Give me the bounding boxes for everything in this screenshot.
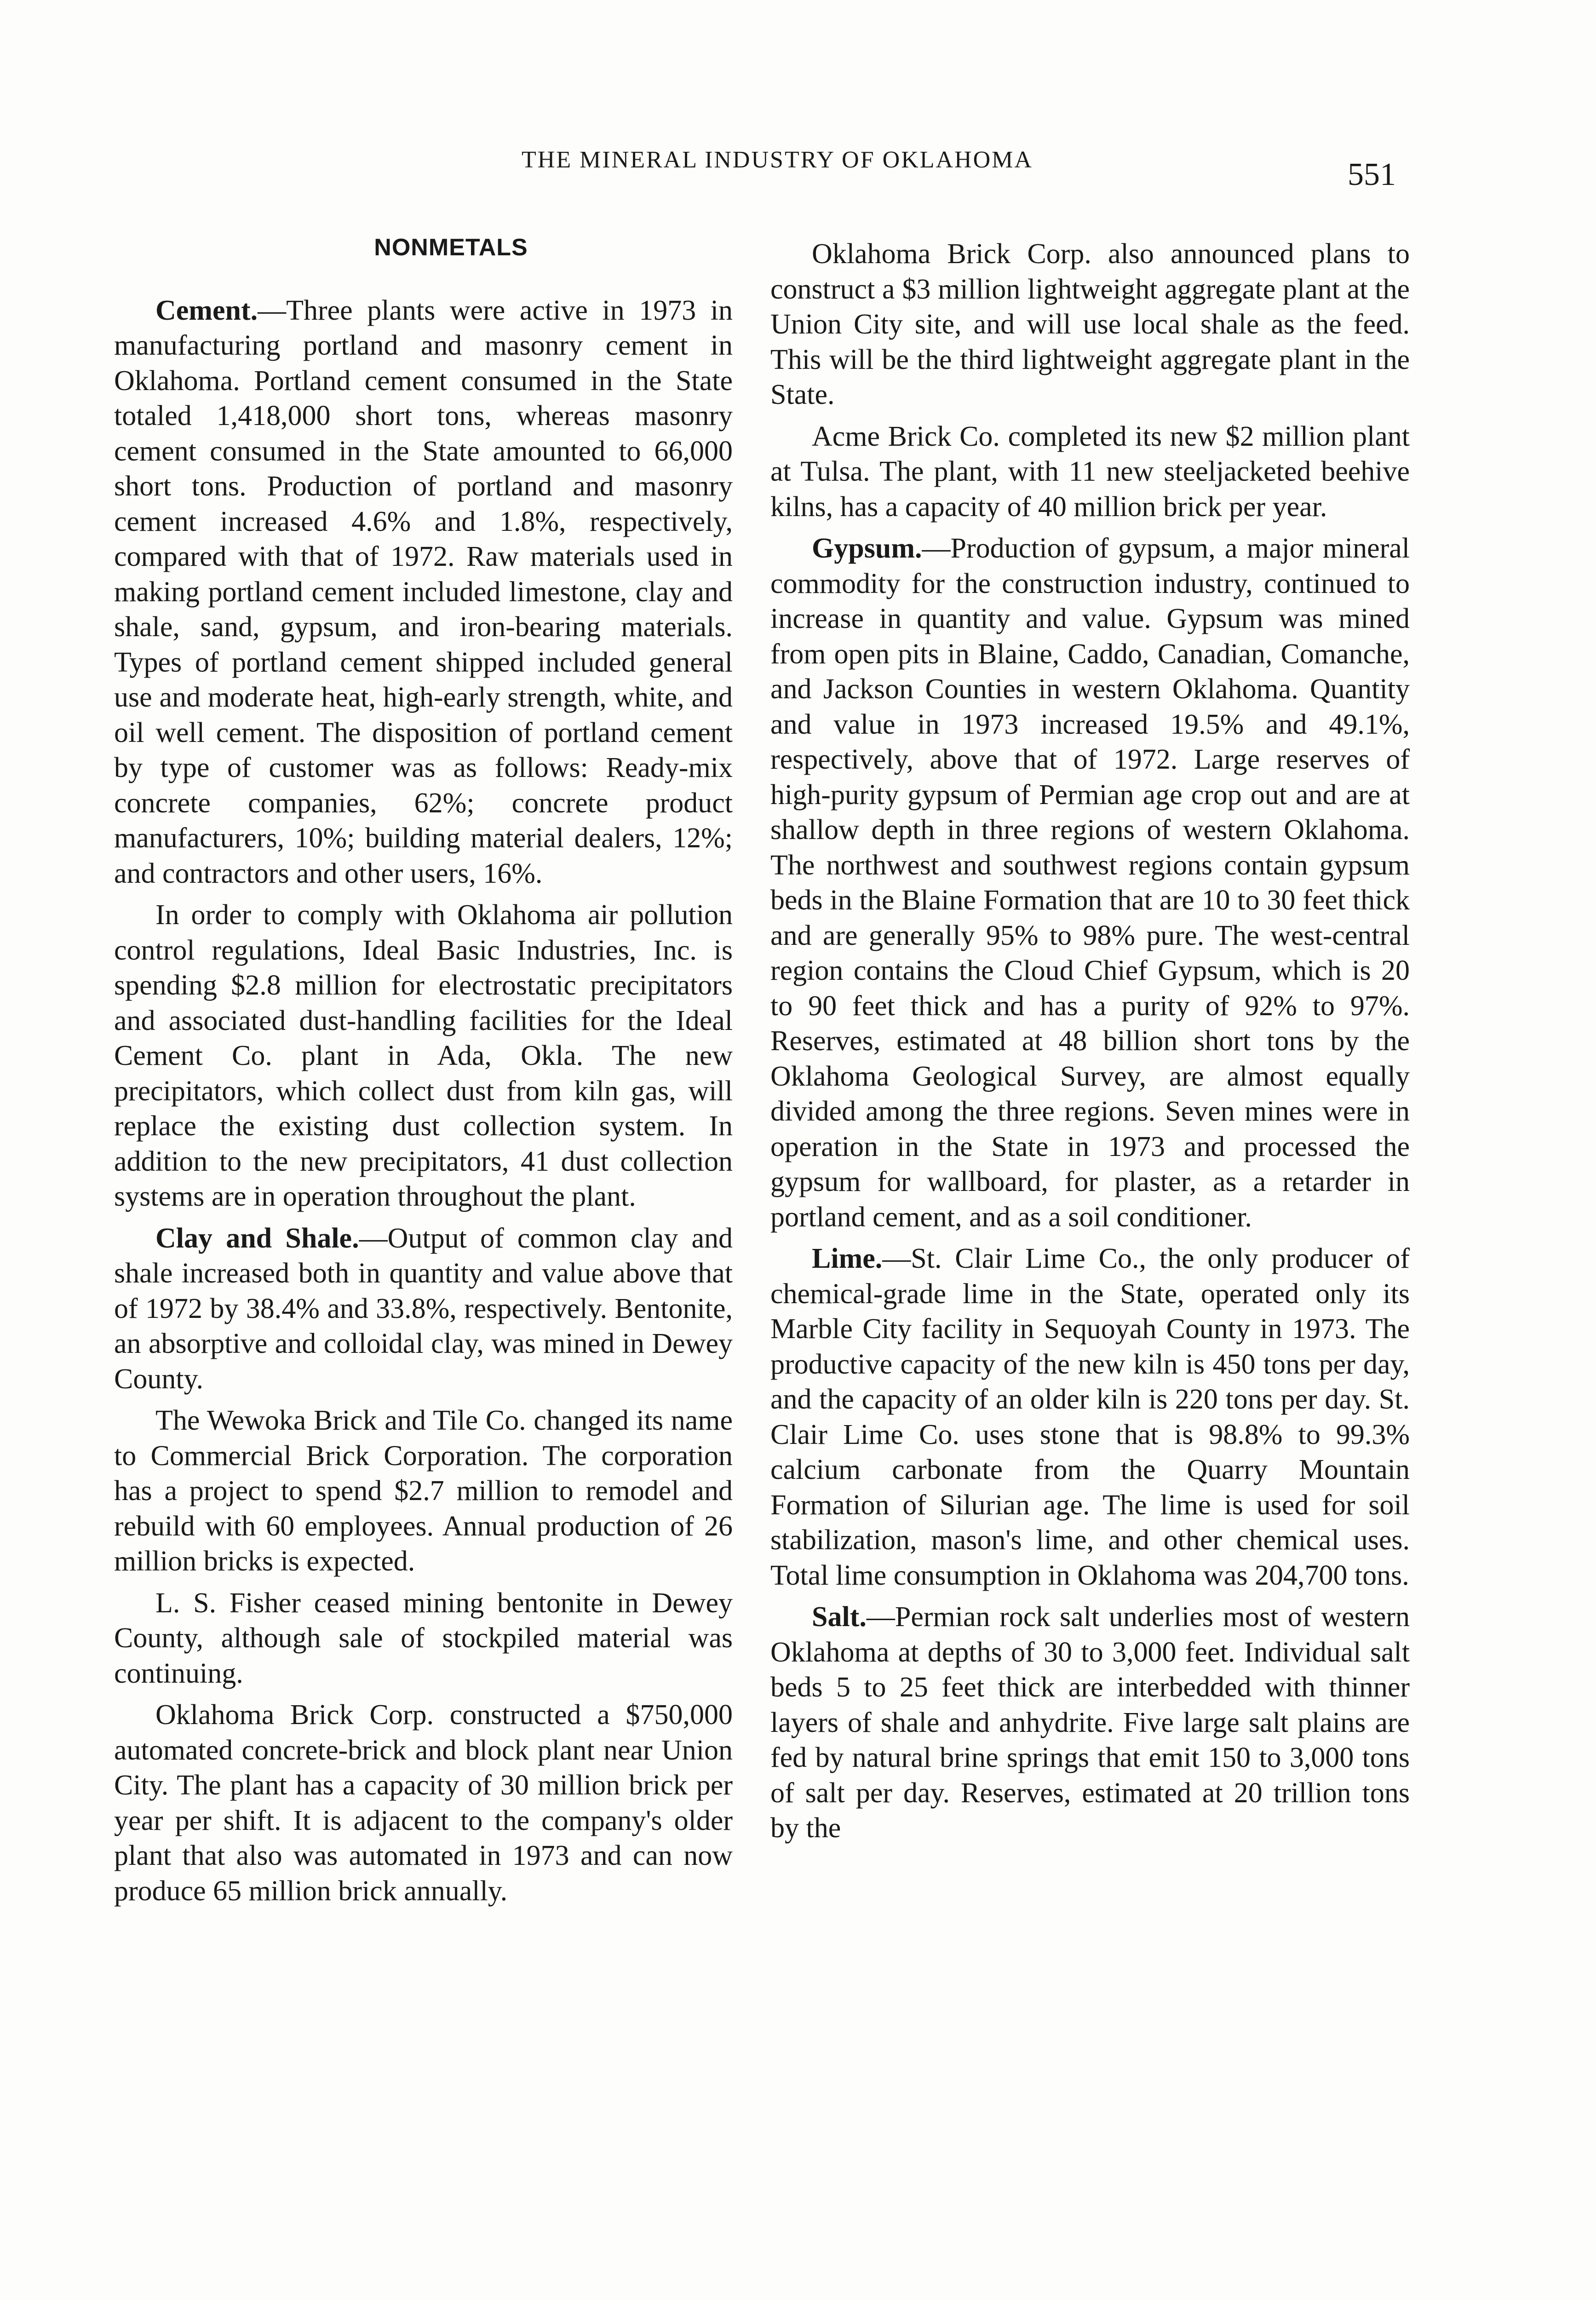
right-column xyxy=(770,225,1410,1852)
paragraph-text: —Output of common clay and shale increased both in quantity and value above that of 1972 by 38.4% and 33.8%, respectively. Bentonite, an absorptive and colloidal clay, was mined in Dewey County. xyxy=(114,1222,733,1395)
run-in-heading: Salt. xyxy=(812,1601,867,1633)
run-in-heading: Cement. xyxy=(155,294,258,326)
paragraph xyxy=(770,419,1410,525)
running-head: THE MINERAL INDUSTRY OF OKLAHOMA xyxy=(522,147,1033,173)
paragraph-lime xyxy=(770,1241,1410,1593)
paragraph-clay-and-shale xyxy=(114,1221,733,1397)
paragraph-text: In order to comply with Oklahoma air pollution control regulations, Ideal Basic Industries, Inc. is spending $2.8 million for electrostatic precipitators and associated dust-handling facilities for the Ideal Cement Co. plant in Ada, Okla. The new precipitators, which collect dust from kiln gas, will replace the existing dust collection system. In addition to the new precipitators, 41 dust collection systems are in operation throughout the plant. xyxy=(114,899,733,1212)
paragraph-text: —Three plants were active in 1973 in manufacturing portland and masonry cement in Oklahoma. Portland cement consumed in the State totaled 1,418,000 short tons, whereas masonry cement consumed in the State amounted to 66,000 short tons. Production of portland and masonry cement increased 4.6% and 1.8%, respectively, compared with that of 1972. Raw materials used in making portland cement included limestone, clay and shale, sand, gypsum, and iron-bearing materials. Types of portland cement shipped included general use and moderate heat, high-early strength, white, and oil well cement. The disposition of portland cement by type of customer was as follows: Ready-mix concrete companies, 62%; concrete product manufacturers, 10%; building material dealers, 12%; and contractors and other users, 16%. xyxy=(114,294,733,889)
paragraph-text: —Production of gypsum, a major mineral commodity for the construction industry, continued to increase in quantity and value. Gypsum was mined from open pits in Blaine, Caddo, Canadian, Comanche, and Jackson Counties in western Oklahoma. Quantity and value in 1973 increased 19.5% and 49.1%, respectively, above that of 1972. Large reserves of high-purity gypsum of Permian age crop out and are at shallow depth in three regions of western Oklahoma. The northwest and southwest regions contain gypsum beds in the Blaine Formation that are 10 to 30 feet thick and are generally 95% to 98% pure. The west-central region contains the Cloud Chief Gypsum, which is 20 to 90 feet thick and has a purity of 92% to 97%. Reserves, estimated at 48 billion short tons by the Oklahoma Geological Survey, are almost equally divided among the three regions. Seven mines were in operation in the State in 1973 and processed the gypsum for wallboard, for plaster, as a retarder in portland cement, and as a soil conditioner. xyxy=(770,533,1410,1233)
paragraph-text: The Wewoka Brick and Tile Co. changed its name to Commercial Brick Corporation. The corporation has a project to spend $2.7 million to remodel and rebuild with 60 employees. Annual production of 26 million bricks is expected. xyxy=(114,1405,733,1577)
paragraph-salt xyxy=(770,1599,1410,1846)
paragraph-text: Acme Brick Co. completed its new $2 million plant at Tulsa. The plant, with 11 new steeljacketed beehive kilns, has a capacity of 40 million brick per year. xyxy=(770,420,1410,523)
left-column xyxy=(114,225,733,1915)
paragraph-text: Oklahoma Brick Corp. also announced plans to construct a $3 million lightweight aggregate plant at the Union City site, and will use local shale as the feed. This will be the third lightweight aggregate plant in the State. xyxy=(770,238,1410,410)
run-in-heading: Clay and Shale. xyxy=(155,1222,359,1254)
page-number: 551 xyxy=(1348,157,1396,192)
paragraph-cement xyxy=(114,293,733,891)
paragraph xyxy=(770,236,1410,413)
section-heading: NONMETALS xyxy=(374,234,528,261)
paragraph-gypsum xyxy=(770,531,1410,1235)
paragraph-text: L. S. Fisher ceased mining bentonite in Dewey County, although sale of stockpiled material was continuing. xyxy=(114,1587,733,1689)
paragraph-text: Oklahoma Brick Corp. constructed a $750,000 automated concrete-brick and block plant near Union City. The plant has a capacity of 30 million brick per year per shift. It is adjacent to the company's older plant that also was automated in 1973 and can now produce 65 million brick annually. xyxy=(114,1699,733,1907)
paragraph-text: —St. Clair Lime Co., the only producer of chemical-grade lime in the State, operated only its Marble City facility in Sequoyah County in 1973. The productive capacity of the new kiln is 450 tons per day, and the capacity of an older kiln is 220 tons per day. St. Clair Lime Co. uses stone that is 98.8% to 99.3% calcium carbonate from the Quarry Mountain Formation of Silurian age. The lime is used for soil stabilization, mason's lime, and other chemical uses. Total lime consumption in Oklahoma was 204,700 tons. xyxy=(770,1243,1410,1591)
paragraph xyxy=(114,897,733,1214)
run-in-heading: Gypsum. xyxy=(812,533,922,564)
paragraph-text: —Permian rock salt underlies most of western Oklahoma at depths of 30 to 3,000 feet. Individual salt beds 5 to 25 feet thick are interbedded with thinner layers of shale and anhydrite. Five large salt plains are fed by natural brine springs that emit 150 to 3,000 tons of salt per day. Reserves, estimated at 20 trillion tons by the xyxy=(770,1601,1410,1844)
paragraph xyxy=(114,1403,733,1579)
paragraph xyxy=(114,1586,733,1691)
run-in-heading: Lime. xyxy=(812,1243,883,1274)
paragraph xyxy=(114,1697,733,1909)
